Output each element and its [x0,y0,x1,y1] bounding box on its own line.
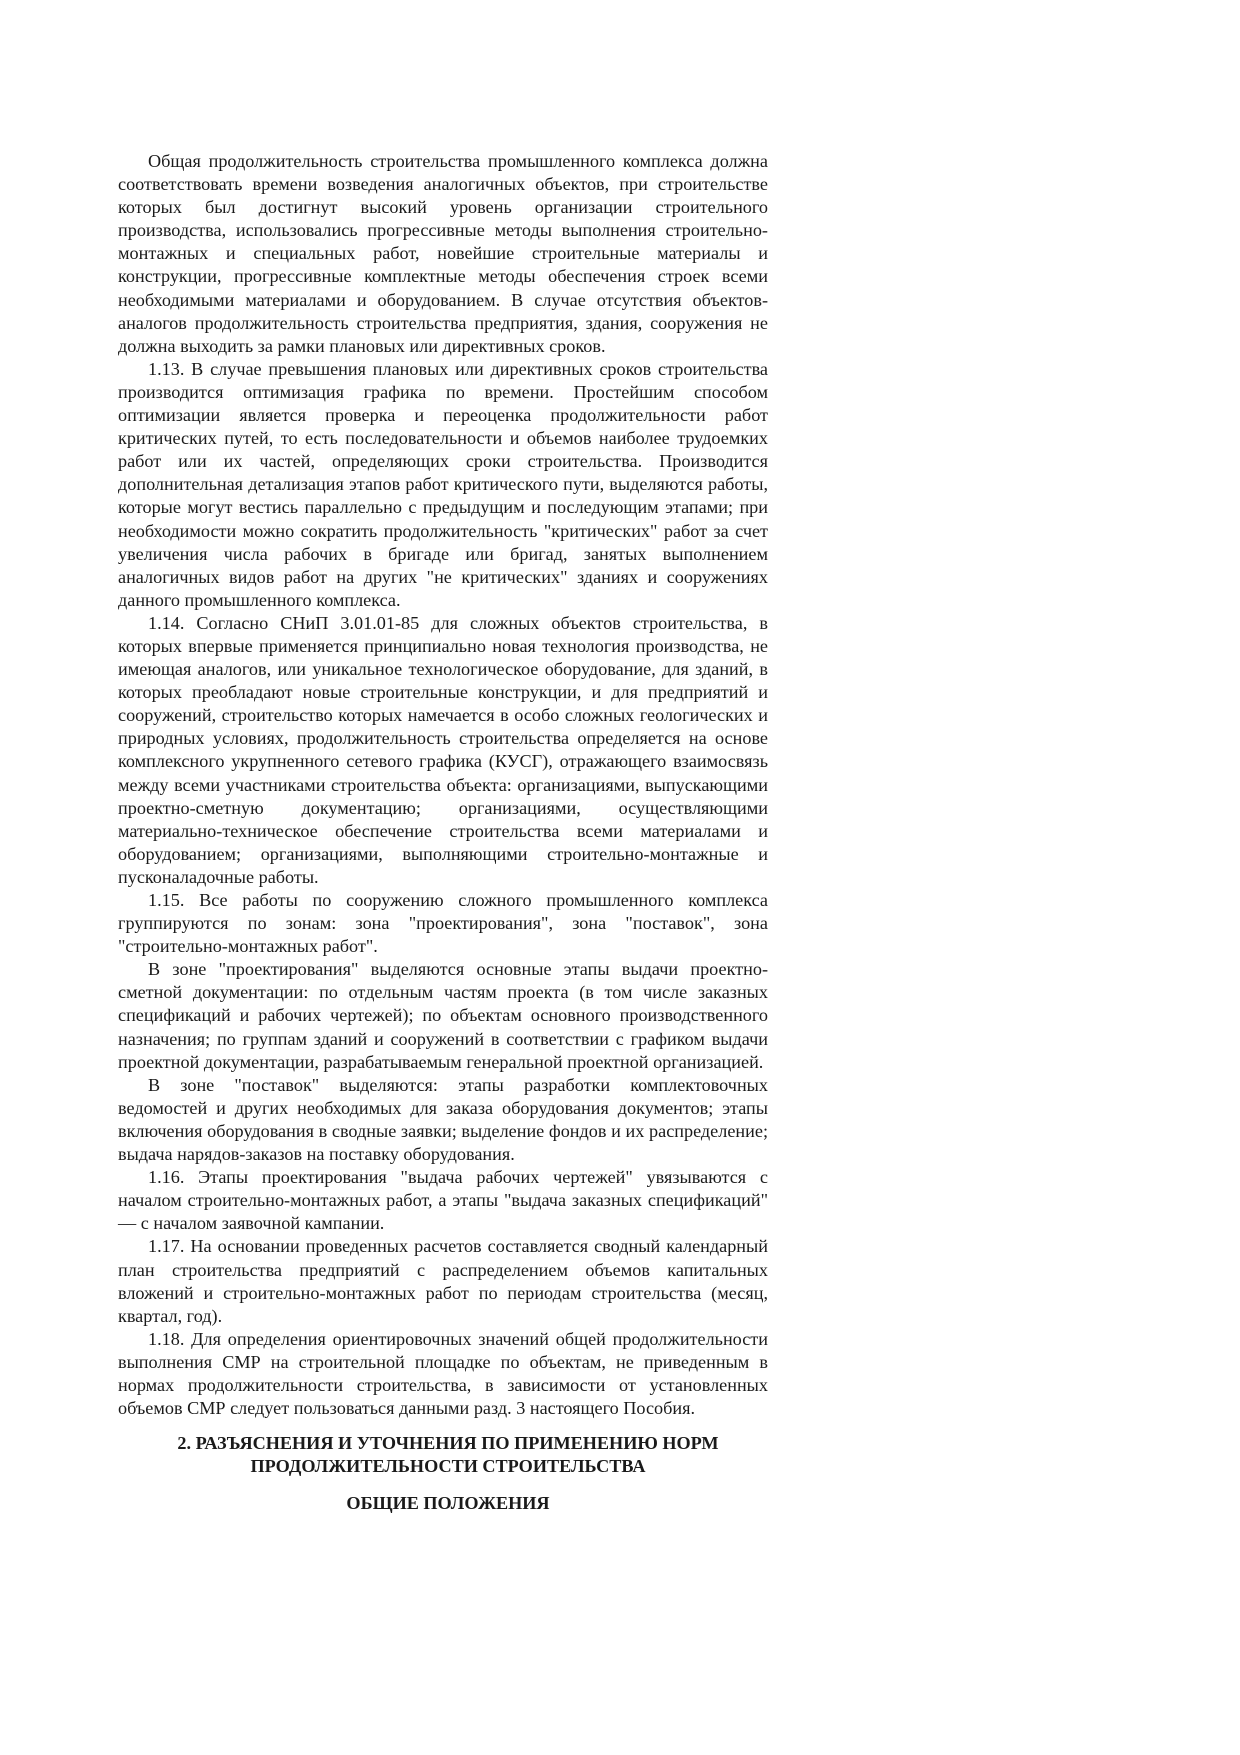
paragraph-general-duration: Общая продолжительность строительства промышленного комплекса должна соответствовать времени возведения аналогичных объектов, при строительстве которых был достигнут высокий уровень организации строительного производства, использовались прогрессивные методы выполнения строительно-монтажных и специальных работ, новейшие строительные материалы и конструкции, прогрессивные комплектные методы обеспечения строек всеми необходимыми материалами и оборудованием. В случае отсутствия объектов-аналогов продолжительность строительства предприятия, здания, сооружения не должна выходить за рамки плановых или директивных сроков. [118,151,768,356]
paragraph-1-18: 1.18. Для определения ориентировочных значений общей продолжительности выполнения СМР на строительной площадке по объектам, не приведенным в нормах продолжительности строительства, в зависимости от установленных объемов СМР следует пользоваться данными разд. 3 настоящего Пособия. [118,1328,768,1419]
section-heading-line1: 2. РАЗЪЯСНЕНИЯ И УТОЧНЕНИЯ ПО ПРИМЕНЕНИЮ НОРМ [177,1433,719,1454]
paragraph-1-15: 1.15. Все работы по сооружению сложного промышленного комплекса группируются по зонам: зона "проектирования", зона "поставок", зона "строительно-монтажных работ". [118,890,768,957]
paragraph-design-zone: В зоне "проектирования" выделяются основные этапы выдачи проектно-сметной документации: по отдельным частям проекта (в том числе заказных спецификаций и рабочих чертежей); по объектам основного производственного назначения; по группам зданий и сооружений в соответствии с графиком выдачи проектной документации, разрабатываемым генеральной проектной организацией. [118,959,768,1072]
paragraph-1-14: 1.14. Согласно СНиП 3.01.01-85 для сложных объектов строительства, в которых впервые применяется принципиально новая технология производства, не имеющая аналогов, или уникальное технологическое оборудование, для зданий, в которых преобладают новые строительные конструкции, и для предприятий и сооружений, строительство которых намечается в особо сложных геологических и природных условиях, продолжительность строительства определяется на основе комплексного укрупненного сетевого графика (КУСГ), отражающего взаимосвязь между всеми участниками строительства объекта: организациями, выпускающими проектно-сметную документацию; организациями, осуществляющими материально-техническое обеспечение строительства всеми материалами и оборудованием; организациями, выполняющими строительно-монтажные и пусконаладочные работы. [118,612,768,887]
section-heading-line2: ПРОДОЛЖИТЕЛЬНОСТИ СТРОИТЕЛЬСТВА [250,1456,646,1477]
section-heading [118,1432,768,1478]
subsection-heading: ОБЩИЕ ПОЛОЖЕНИЯ [346,1493,550,1514]
document-page [118,150,768,1515]
paragraph-1-16: 1.16. Этапы проектирования "выдача рабочих чертежей" увязываются с началом строительно-монтажных работ, а этапы "выдача заказных спецификаций" — с началом заявочной кампании. [118,1167,768,1234]
paragraph-1-13: 1.13. В случае превышения плановых или директивных сроков строительства производится оптимизация графика по времени. Простейшим способом оптимизации является проверка и переоценка продолжительности работ критических путей, то есть последовательности и объемов наиболее трудоемких работ или их частей, определяющих сроки строительства. Производится дополнительная детализация этапов работ критического пути, выделяются работы, которые могут вестись параллельно с предыдущим и последующим этапами; при необходимости можно сократить продолжительность "критических" работ за счет увеличения числа рабочих в бригаде или бригад, занятых выполнением аналогичных видов работ на других "не критических" зданиях и сооружениях данного промышленного комплекса. [118,358,768,610]
paragraph-1-17: 1.17. На основании проведенных расчетов составляется сводный календарный план строительства предприятий с распределением объемов капитальных вложений и строительно-монтажных работ по периодам строительства (месяц, квартал, год). [118,1236,768,1326]
paragraph-supply-zone: В зоне "поставок" выделяются: этапы разработки комплектовочных ведомостей и других необходимых для заказа оборудования документов; этапы включения оборудования в сводные заявки; выделение фондов и их распределение; выдача нарядов-заказов на поставку оборудования. [118,1074,768,1165]
